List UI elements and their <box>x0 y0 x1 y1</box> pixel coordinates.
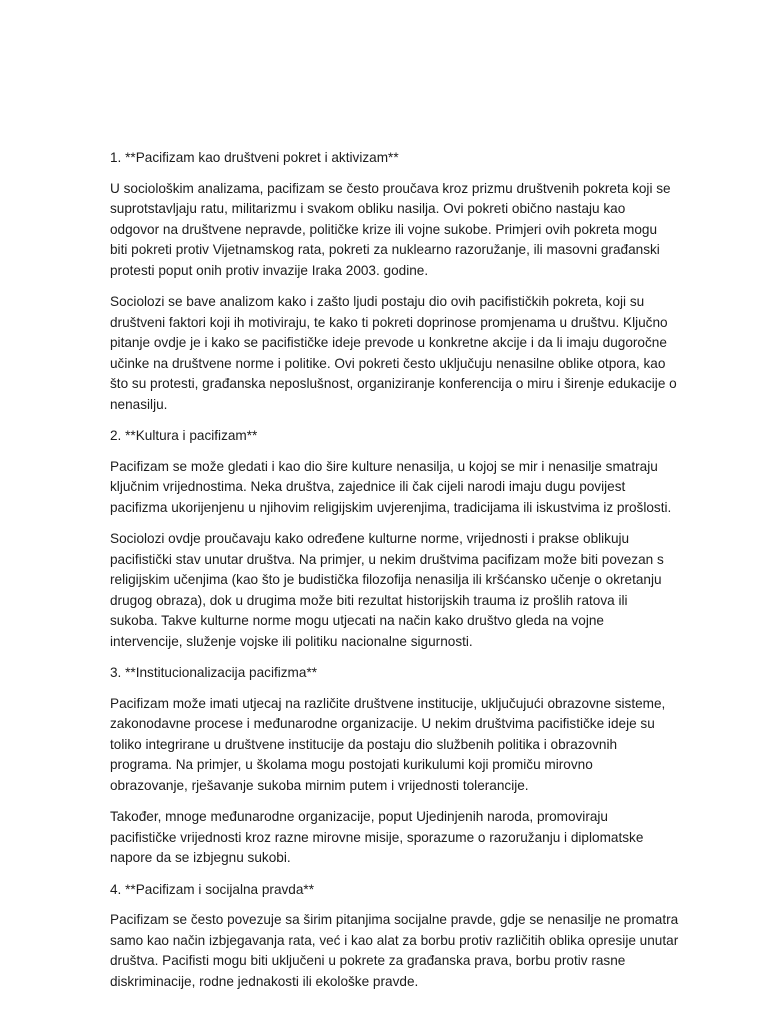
text-line: pitanje ovdje je i kako se pacifističke ideje prevode u konkretne akcije i da li imaju dugoročne <box>110 335 667 350</box>
text-line: Pacifizam se može gledati i kao dio šire kulture nenasilja, u kojoj se mir i nenasilje smatraju <box>110 458 658 474</box>
section-heading: 4. **Pacifizam i socijalna pravda** <box>110 881 315 897</box>
text-line: pacifističke vrijednosti kroz razne mirovne misije, sporazume o razoružanju i diplomatske <box>110 829 644 845</box>
text-line: U sociološkim analizama, pacifizam se često proučava kroz prizmu društvenih pokreta koji se <box>110 180 671 196</box>
text-line: nenasilju. <box>110 396 168 412</box>
text-line: samo kao način izbjegavanja rata, već i kao alat za borbu protiv različitih oblika opresije unutar <box>110 932 679 948</box>
paragraph <box>110 457 670 519</box>
text-line: društva. Pacifisti mogu biti uključeni u pokrete za građanska prava, borbu protiv rasne <box>110 953 626 968</box>
text-line: Sociolozi se bave analizom kako i zašto ljudi postaju dio ovih pacifističkih pokreta, koji su <box>110 294 645 309</box>
section-heading: 2. **Kultura i pacifizam** <box>110 428 258 443</box>
section-institutionalization <box>110 663 670 869</box>
text-line: intervencije, služenje vojske ili politiku nacionalne sigurnosti. <box>110 633 473 649</box>
text-line: protesti poput onih protiv invazije Iraka 2003. godine. <box>110 262 429 278</box>
document-body <box>110 148 679 1003</box>
text-line: biti pokreti protiv Vijetnamskog rata, pokreti za nuklearno razoružanje, ili masovni građanski <box>110 242 660 257</box>
section-heading: 1. **Pacifizam kao društveni pokret i aktivizam** <box>110 150 399 165</box>
paragraph <box>110 807 670 869</box>
text-line: zakonodavne procese i međunarodne organizacije. U nekim društvima pacifističke ideje su <box>110 716 655 731</box>
text-line: učinke na društvene norme i politike. Ovi pokreti često uključuju nenasilne oblike otpora, kao <box>110 355 666 371</box>
text-line: drugog obraza), dok u drugima može biti rezultat historijskih trauma iz prošlih ratova ili <box>110 592 628 608</box>
text-line: suprotstavljaju ratu, militarizmu i svakom obliku nasilja. Ovi pokreti obično nastaju kao <box>110 201 626 216</box>
text-line: toliko integrirane u društvene institucije da postaju dio službenih politika i obrazovnih <box>110 736 618 752</box>
paragraph <box>110 179 670 282</box>
text-line: Pacifizam se često povezuje sa širim pitanjima socijalne pravde, gdje se nenasilje ne promatra <box>110 912 679 927</box>
text-line: pacifistički stav unutar društva. Na primjer, u nekim društvima pacifizam može biti povezan s <box>110 551 664 567</box>
text-line: društveni faktori koji ih motiviraju, te kako ti pokreti doprinose promjenama u društvu. Ključno <box>110 314 668 330</box>
text-line: religijskim učenjima (kao što je budistička filozofija nenasilja ili kršćansko učenje o okretanju <box>110 572 662 587</box>
text-line: Također, mnoge međunarodne organizacije, poput Ujedinjenih naroda, promoviraju <box>110 809 608 824</box>
paragraph <box>110 910 679 992</box>
paragraph <box>110 694 670 797</box>
text-line: sukoba. Takve kulturne norme mogu utjecati na način kako društvo gleda na vojne <box>110 613 604 628</box>
text-line: programa. Na primjer, u školama mogu postojati kurikulumi koji promiču mirovno <box>110 757 593 772</box>
text-line: pacifizma ukorijenjenu u njihovim religijskim uvjerenjima, tradicijama ili iskustvima iz prošlosti. <box>110 499 672 515</box>
text-line: Pacifizam može imati utjecaj na različite društvene institucije, uključujući obrazovne sisteme, <box>110 695 666 711</box>
paragraph <box>110 529 670 652</box>
section-culture-and-pacifism <box>110 426 670 652</box>
text-line: što su protesti, građanska neposlušnost, organiziranje konferencija o miru i širenje edukacije o <box>110 376 677 391</box>
paragraph <box>110 292 677 415</box>
section-social-justice <box>110 880 679 993</box>
text-line: diskriminacije, rodne jednakosti ili ekološke pravde. <box>110 973 419 989</box>
text-line: napore da se izbjegnu sukobi. <box>110 850 291 865</box>
text-line: Sociolozi ovdje proučavaju kako određene kulturne norme, vrijednosti i prakse oblikuju <box>110 531 630 546</box>
section-pacifism-social-movement <box>110 148 677 415</box>
text-line: odgovor na društvene nepravde, političke krize ili vojne sukobe. Primjeri ovih pokreta mogu <box>110 221 658 237</box>
text-line: obrazovanje, rješavanje sukoba mirnim putem i vrijednosti tolerancije. <box>110 777 529 793</box>
text-line: ključnim vrijednostima. Neka društva, zajednice ili čak cijeli narodi imaju dugu povijest <box>110 479 626 494</box>
section-heading: 3. **Institucionalizacija pacifizma** <box>110 665 318 680</box>
